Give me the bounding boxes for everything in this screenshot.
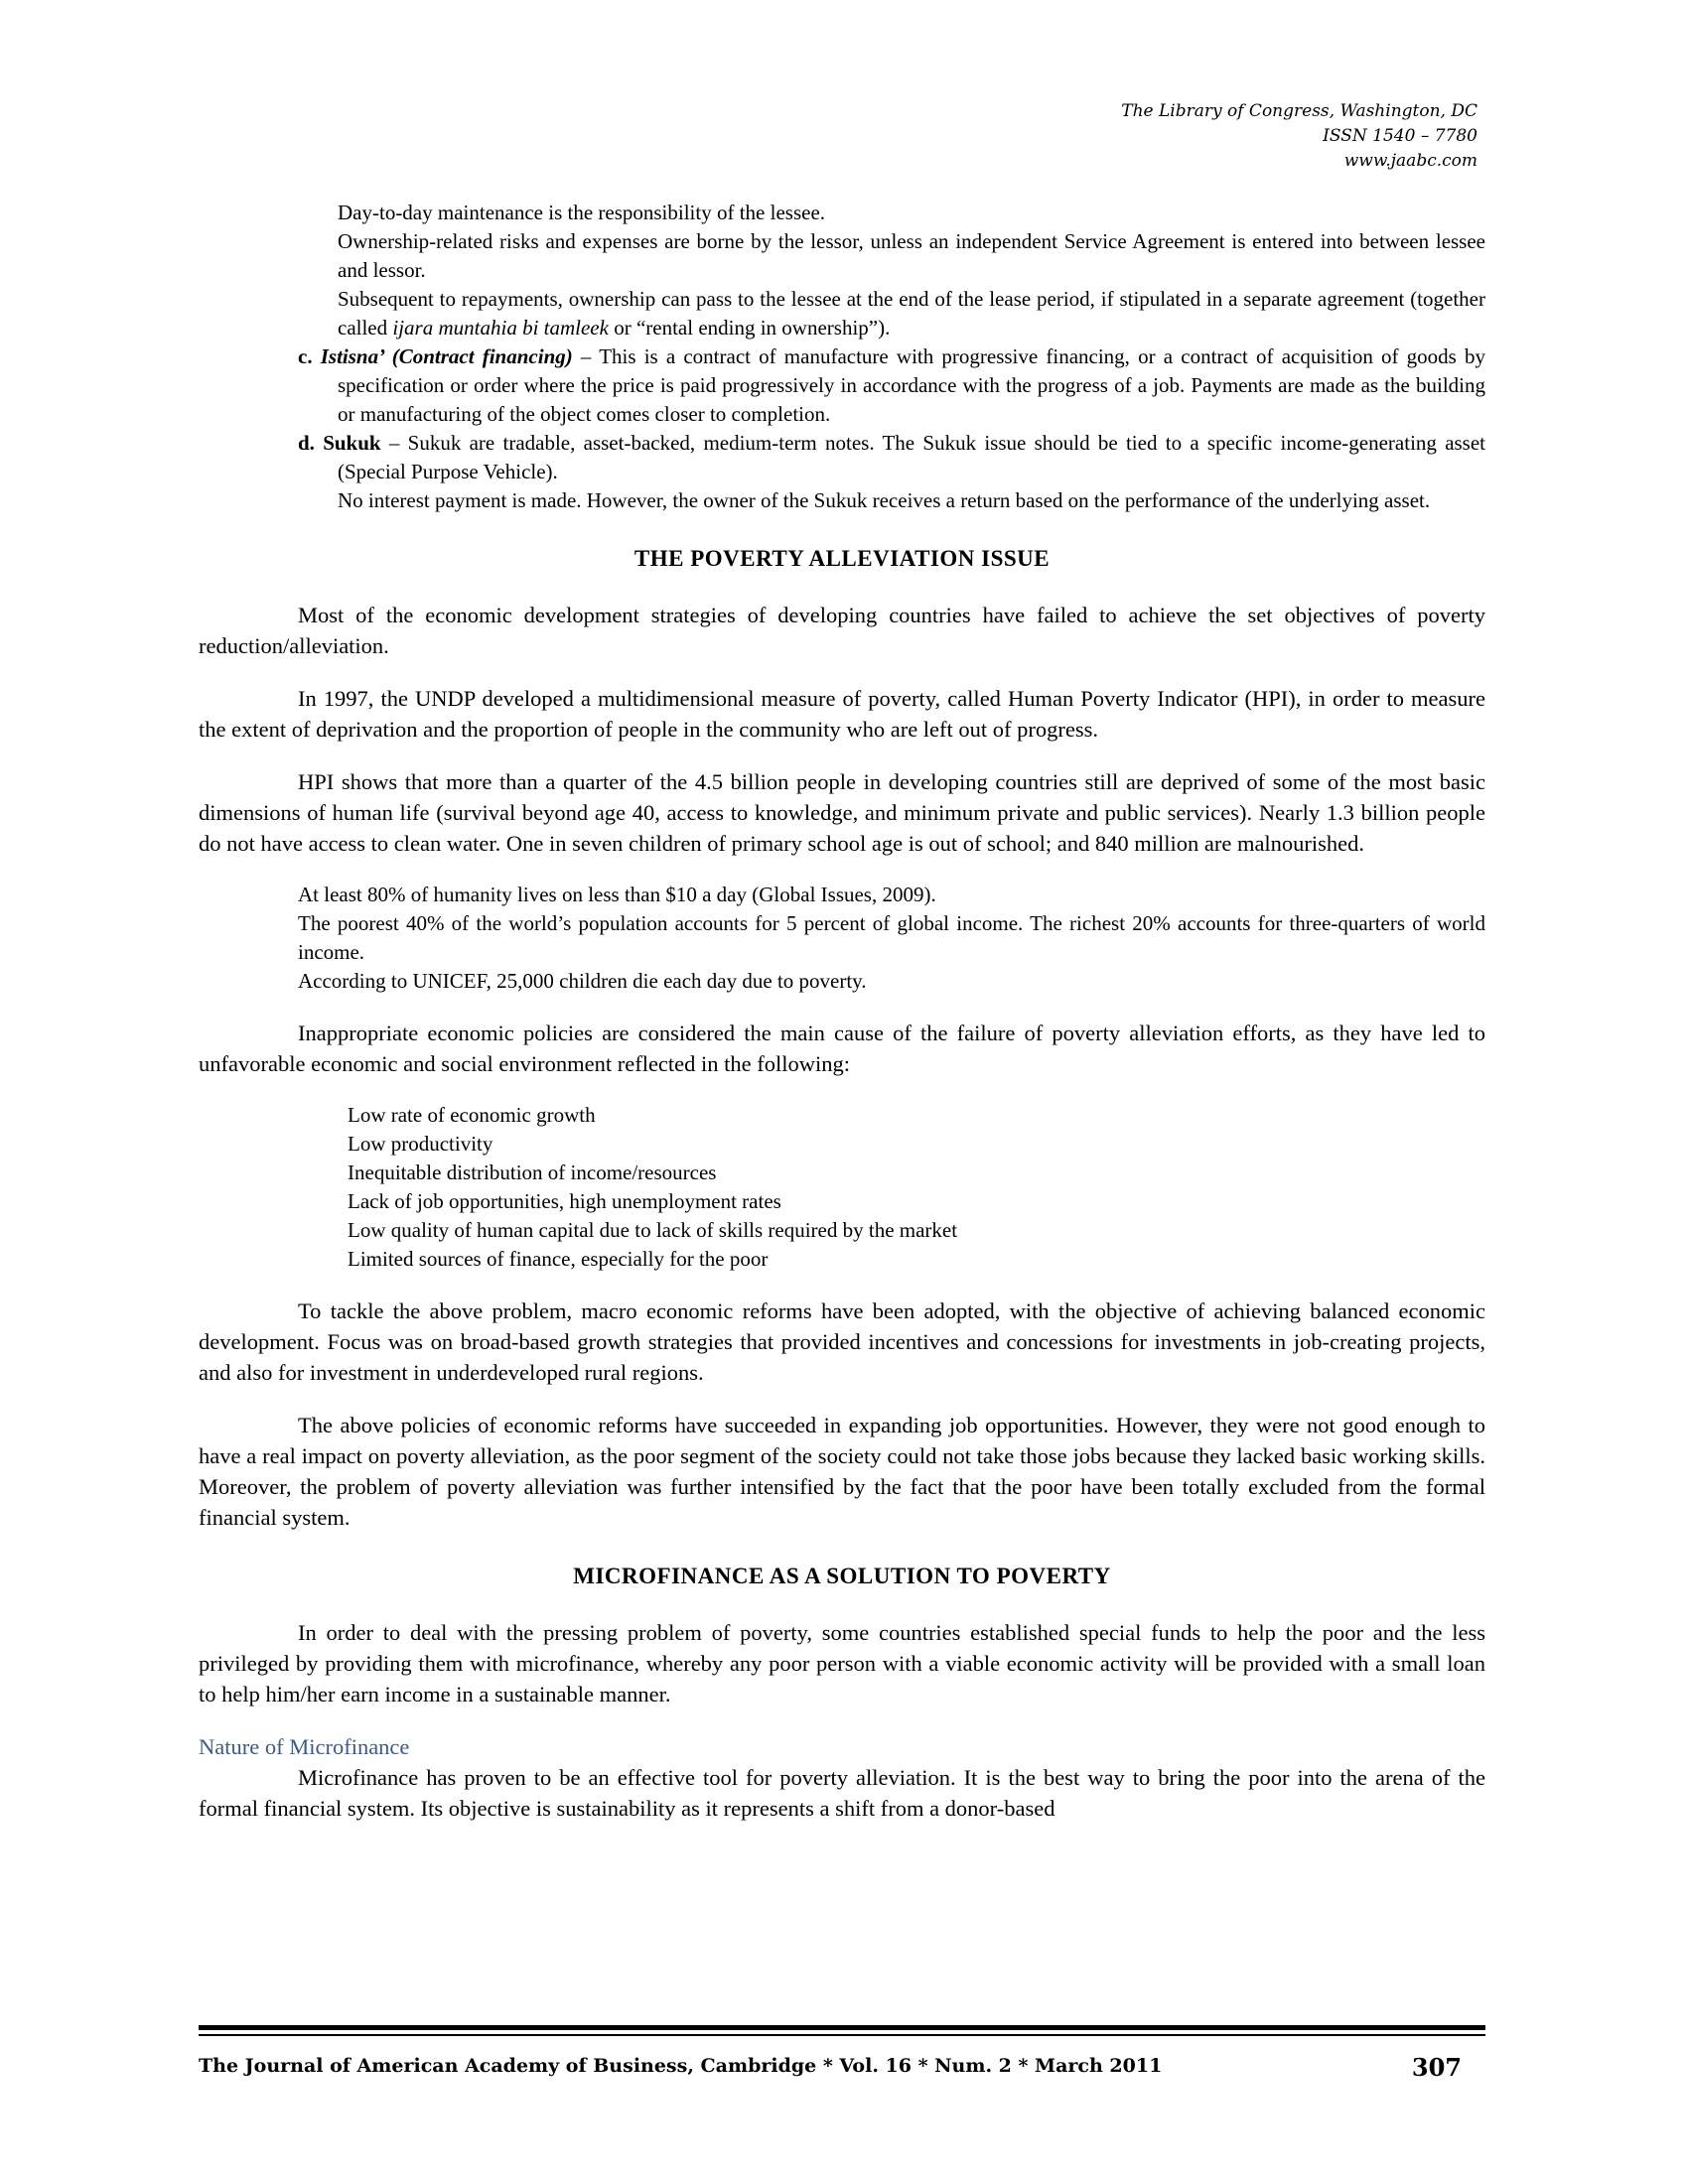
subsection-heading: Nature of Microfinance bbox=[199, 1734, 410, 1759]
sukuk-text: – Sukuk are tradable, asset-backed, medium-term notes. The Sukuk issue should be tied to a specific income-generating asset (Special Purpose Vehicle). bbox=[338, 431, 1486, 483]
journal-citation: The Journal of American Academy of Business, Cambridge * Vol. 16 * Num. 2 * March 2011 bbox=[199, 2055, 1163, 2077]
section-heading-microfinance: MICROFINANCE AS A SOLUTION TO POVERTY bbox=[573, 1564, 1111, 1588]
cause-item: Low productivity bbox=[348, 1132, 493, 1156]
footer-rule-thick bbox=[199, 2025, 1485, 2030]
ijara-list bbox=[338, 199, 1485, 342]
istisna-item bbox=[298, 342, 1485, 429]
sukuk-item bbox=[298, 429, 1485, 486]
paragraph: In 1997, the UNDP developed a multidimensional measure of poverty, called Human Poverty Indicator (HPI), in order to measure the extent of deprivation and the proportion of people in the community who are left out of progress. bbox=[199, 686, 1485, 742]
running-footer bbox=[199, 2053, 1485, 2082]
page-number: 307 bbox=[1411, 2053, 1462, 2082]
cause-item: Limited sources of finance, especially for the poor bbox=[348, 1247, 769, 1271]
sukuk-extra: No interest payment is made. However, the owner of the Sukuk receives a return based on the performance of the underlying asset. bbox=[338, 488, 1431, 512]
facts-list bbox=[298, 881, 1485, 996]
header-line-3: www.jaabc.com bbox=[1343, 151, 1477, 171]
causes-list bbox=[348, 1101, 1485, 1274]
contract-list bbox=[298, 342, 1485, 515]
paragraph: To tackle the above problem, macro economic reforms have been adopted, with the objective of achieving balanced economic development. Focus was on broad-based growth strategies that provided incentives and concessions for investments in job-creating projects, and also for investment in underdeveloped rural regions. bbox=[199, 1298, 1485, 1385]
footer-rule-thin bbox=[199, 2034, 1485, 2036]
fact-item: The poorest 40% of the world’s population accounts for 5 percent of global income. The richest 20% accounts for three-quarters of world income. bbox=[298, 911, 1485, 964]
page-body bbox=[199, 199, 1485, 1824]
istisna-term: Istisna’ (Contract financing) bbox=[320, 344, 573, 368]
paragraph: HPI shows that more than a quarter of the 4.5 billion people in developing countries still are deprived of some of the most basic dimensions of human life (survival beyond age 40, access to knowledge, and minimum private and public services). Nearly 1.3 billion people do not have access to clean water. One in seven children of primary school age is out of school; and 840 million are malnourished. bbox=[199, 769, 1485, 856]
cause-item: Low quality of human capital due to lack of skills required by the market bbox=[348, 1218, 958, 1242]
running-header bbox=[1121, 99, 1477, 174]
istisna-text: – This is a contract of manufacture with progressive financing, or a contract of acquisition of goods by specification or order where the price is paid progressively in accordance with the progress of a job. Payments are made as the building or manufacturing of the object comes closer to completion. bbox=[338, 344, 1486, 426]
ijara-item: Ownership-related risks and expenses are borne by the lessor, unless an independent Service Agreement is entered into between lessee and lessor. bbox=[338, 229, 1485, 282]
header-line-1: The Library of Congress, Washington, DC bbox=[1121, 101, 1477, 121]
cause-item: Inequitable distribution of income/resources bbox=[348, 1160, 717, 1184]
cause-item: Lack of job opportunities, high unemployment rates bbox=[348, 1189, 781, 1213]
ijara-text-end: or “rental ending in ownership”). bbox=[608, 316, 891, 340]
ijara-text: Subsequent to repayments, ownership can pass to the lessee at the end of the lease period, if stipulated in a separate agreement (together called bbox=[338, 287, 1485, 340]
sukuk-label: d. Sukuk bbox=[298, 431, 381, 455]
ijara-item bbox=[338, 285, 1485, 342]
istisna-label: c. bbox=[298, 344, 321, 368]
cause-item: Low rate of economic growth bbox=[348, 1103, 596, 1127]
ijara-term: ijara muntahia bi tamleek bbox=[392, 316, 609, 340]
paragraph: Most of the economic development strategies of developing countries have failed to achieve the set objectives of poverty reduction/alleviation. bbox=[199, 603, 1485, 658]
paragraph: In order to deal with the pressing problem of poverty, some countries established special funds to help the poor and the less privileged by providing them with microfinance, whereby any poor person with a viable economic activity will be provided with a small loan to help him/her earn income in a sustainable manner. bbox=[199, 1620, 1485, 1706]
fact-item: At least 80% of humanity lives on less than $10 a day (Global Issues, 2009). bbox=[298, 883, 936, 906]
header-line-2: ISSN 1540 – 7780 bbox=[1323, 126, 1477, 146]
section-heading-poverty: THE POVERTY ALLEVIATION ISSUE bbox=[633, 546, 1051, 571]
paragraph: Microfinance has proven to be an effective tool for poverty alleviation. It is the best way to bring the poor into the arena of the formal financial system. Its objective is sustainability as it represents a shift from a donor-based bbox=[199, 1765, 1485, 1821]
paragraph: Inappropriate economic policies are considered the main cause of the failure of poverty alleviation efforts, as they have led to unfavorable economic and social environment reflected in the following: bbox=[199, 1021, 1485, 1076]
ijara-item: Day-to-day maintenance is the responsibility of the lessee. bbox=[338, 201, 826, 224]
fact-item: According to UNICEF, 25,000 children die each day due to poverty. bbox=[298, 969, 867, 993]
paragraph: The above policies of economic reforms have succeeded in expanding job opportunities. However, they were not good enough to have a real impact on poverty alleviation, as the poor segment of the society could not take those jobs because they lacked basic working skills. Moreover, the problem of poverty alleviation was further intensified by the fact that the poor have been totally excluded from the formal financial system. bbox=[199, 1413, 1485, 1530]
